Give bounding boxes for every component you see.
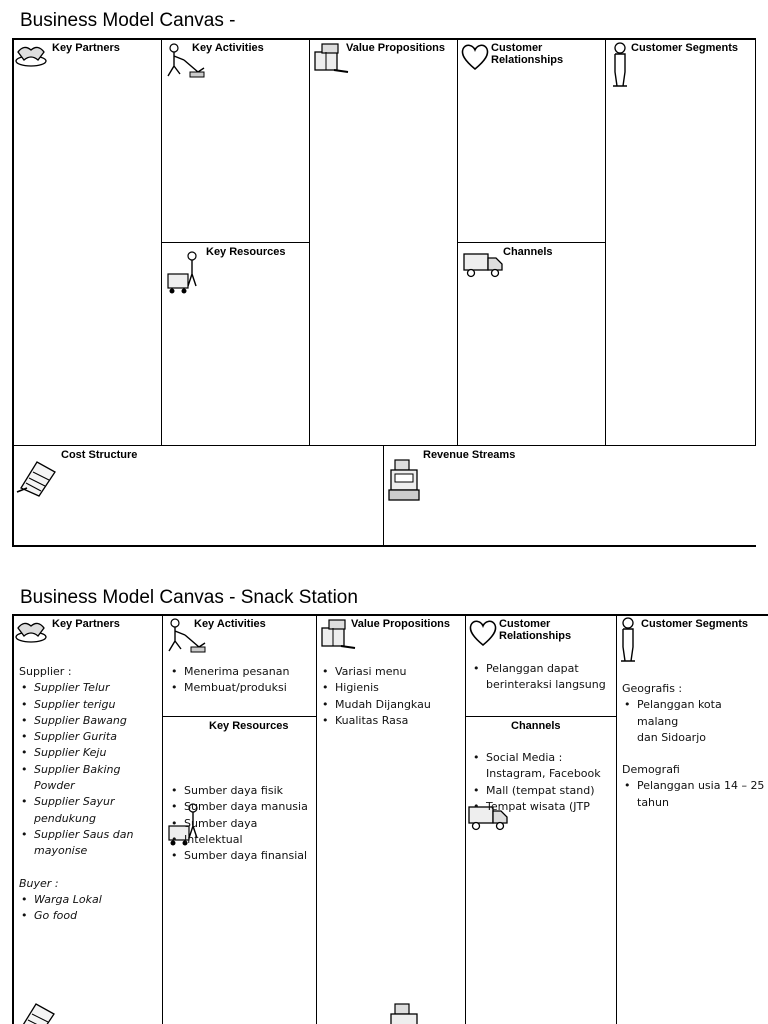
channels-label-2: Channels [511,720,561,732]
list-item: • Variasi menu [320,664,465,680]
cash-register-icon-2 [387,1002,423,1024]
key-activities-label: Key Activities [192,42,264,54]
key-partners-label-2: Key Partners [52,618,120,630]
geografis-heading: Geografis : [622,682,683,695]
supplier-heading: Supplier : [19,665,72,678]
person-icon-2 [618,617,638,663]
channels-content [471,750,615,815]
customer-relationships-label-2-line2: Relationships [499,630,572,642]
receipt-icon-2 [14,1000,56,1024]
list-item-continuation: pendukung [34,811,96,825]
list-item: • Pelanggan dapat [471,661,615,677]
list-item: • Supplier terigu [19,697,159,713]
list-item-continuation: tahun [637,795,669,809]
key-resources-label: Key Resources [206,246,286,258]
list-item: • Pelanggan kota malang [622,697,766,730]
key-partners-content [19,664,159,924]
value-propositions-label: Value Propositions [346,42,446,54]
customer-segments-label-2: Customer Segments [641,618,748,630]
canvas-2-title: Business Model Canvas - Snack Station [20,587,358,608]
list-item: • Kualitas Rasa [320,713,465,729]
list-item: • Supplier Telur [19,680,159,696]
person-icon [610,42,630,88]
list-item: • Go food [19,908,159,924]
list-item: • Supplier Bawang [19,713,159,729]
list-item: • Supplier Saus dan [19,827,159,843]
heart-icon-2 [468,618,498,648]
key-resources-label-2: Key Resources [209,720,289,732]
list-item: • Pelanggan usia 14 – 25 [622,778,766,794]
demografi-heading: Demografi [622,763,680,777]
customer-segments-cell [605,38,756,446]
handshake-icon-2 [14,618,48,644]
list-item: • Supplier Gurita [19,729,159,745]
list-item-continuation: dan Sidoarjo [637,730,706,744]
value-propositions-content [320,664,465,729]
handshake-icon [14,42,48,68]
list-item-continuation: mayonise [34,844,88,858]
heart-icon [460,42,490,72]
list-item: • Mudah Dijangkau [320,697,465,713]
buyer-list [19,892,159,925]
canvas-1-title: Business Model Canvas - [20,10,236,31]
customer-relationships-label-line1: Customer [491,42,543,54]
revenue-streams-label: Revenue Streams [423,449,516,461]
key-resources-cell-2 [162,716,317,1024]
supplier-list [19,680,159,859]
list-item: • Warga Lokal [19,892,159,908]
list-item: • Social Media : [471,750,615,766]
value-propositions-label-2: Value Propositions [351,618,451,630]
list-item: • Menerima pesanan [169,664,314,680]
customer-segments-cell-2 [616,614,768,1024]
truck-icon [462,250,504,280]
customer-relationships-label-2-line1: Customer [499,618,551,630]
list-item: • Mall (tempat stand) [471,783,615,799]
list-item: • Supplier Keju [19,745,159,761]
list-item-continuation: Powder [34,779,75,793]
customer-segments-content [622,681,766,811]
worker-cart-icon [164,250,204,296]
list-item: • Membuat/produksi [169,680,314,696]
list-item: • Sumber daya finansial [169,848,314,864]
list-item-continuation: berinteraksi langsung [486,678,606,692]
channels-label: Channels [503,246,553,258]
list-item-continuation: Instagram, Facebook [486,767,601,781]
key-activities-label-2: Key Activities [194,618,266,630]
gift-box-icon [312,42,350,76]
value-propositions-cell [309,38,458,446]
list-item: • Sumber daya manusia [169,799,314,815]
list-item: • Sumber daya fisik [169,783,314,799]
receipt-icon [15,458,57,498]
cost-structure-label: Cost Structure [61,449,138,461]
key-activities-content [169,664,314,697]
list-item: • Intelektual [169,832,314,848]
list-item: • Supplier Baking [19,762,159,778]
key-partners-label: Key Partners [52,42,120,54]
list-item: • Supplier Sayur [19,794,159,810]
list-item: • Tempat wisata (JTP [471,799,615,815]
cash-register-icon [387,458,423,502]
customer-relationships-content [471,661,615,694]
key-partners-cell [12,38,162,446]
buyer-heading: Buyer : [19,876,59,890]
customer-relationships-label-line2: Relationships [491,54,564,66]
key-resources-content [169,783,314,864]
customer-segments-label: Customer Segments [631,42,738,54]
list-item: • Sumber daya [169,816,314,832]
list-item: • Higienis [320,680,465,696]
